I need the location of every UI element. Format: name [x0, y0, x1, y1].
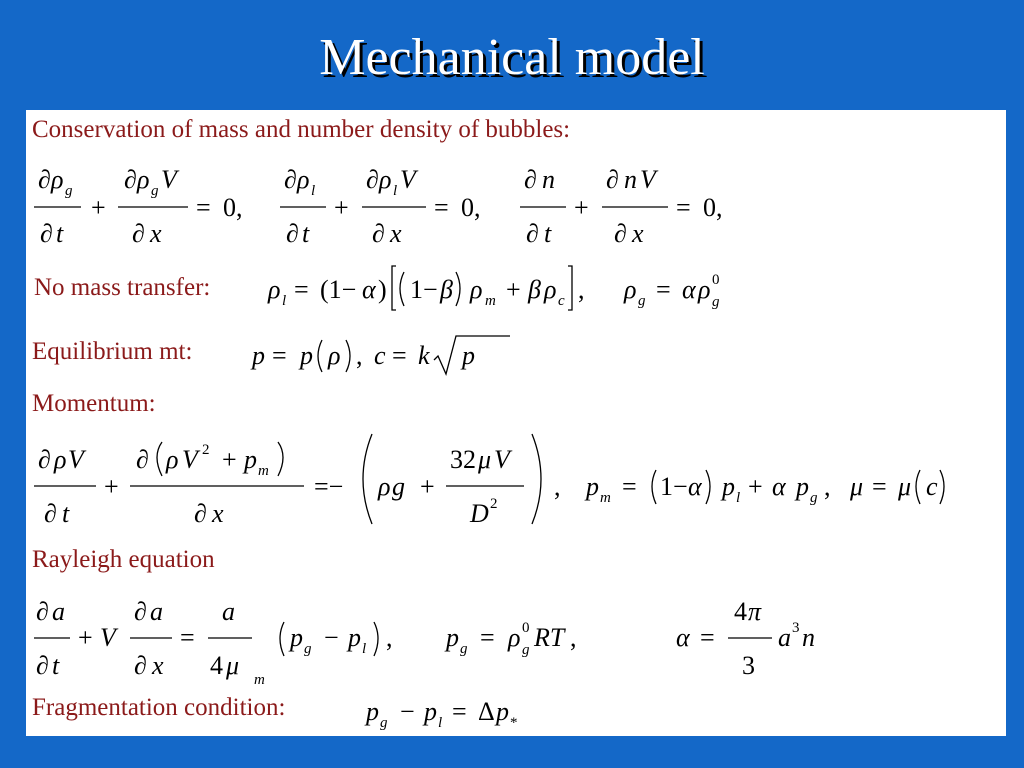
svg-text:∂: ∂ [36, 597, 49, 626]
svg-text:=: = [656, 275, 671, 304]
svg-text:ρ: ρ [137, 165, 150, 194]
svg-text:t: t [302, 219, 310, 248]
mass-transfer-equation [264, 258, 864, 323]
svg-text:p: p [244, 445, 257, 474]
svg-text:,: , [578, 275, 585, 304]
svg-text:=: = [676, 193, 691, 222]
svg-text:g: g [304, 641, 312, 657]
svg-text:m: m [485, 293, 496, 309]
svg-text:x: x [152, 651, 164, 680]
svg-text:∂: ∂ [286, 219, 299, 248]
fragmentation-label: Fragmentation condition: [32, 694, 286, 721]
svg-text:μ: μ [850, 472, 864, 501]
svg-text:α: α [682, 275, 696, 304]
svg-text:t: t [56, 219, 64, 248]
svg-text:t: t [52, 651, 60, 680]
svg-text:ρ: ρ [268, 275, 281, 304]
svg-text:V: V [161, 165, 177, 194]
svg-text:α: α [676, 623, 690, 652]
svg-text:∂: ∂ [526, 219, 539, 248]
svg-text:,: , [570, 623, 577, 652]
svg-text:l: l [438, 715, 443, 731]
svg-text:α: α [688, 472, 702, 501]
svg-text:n: n [542, 165, 555, 194]
svg-text:∂: ∂ [38, 445, 51, 474]
svg-text:ρ: ρ [470, 275, 483, 304]
svg-text:1−: 1− [660, 472, 688, 501]
svg-text:V: V [400, 165, 416, 194]
svg-text:=: = [392, 341, 407, 370]
svg-text:ρ: ρ [624, 275, 637, 304]
svg-text:+: + [334, 193, 349, 222]
svg-text:p: p [424, 697, 437, 726]
svg-text:n: n [624, 165, 637, 194]
svg-text:2: 2 [202, 442, 210, 458]
svg-text:μ: μ [898, 472, 912, 501]
svg-text:,: , [824, 472, 831, 501]
svg-text:0: 0 [522, 620, 530, 636]
svg-text:ρ: ρ [54, 445, 67, 474]
svg-text:ρ: ρ [378, 472, 391, 501]
svg-text:ρ: ρ [698, 275, 711, 304]
svg-text:p: p [300, 341, 313, 370]
svg-text:+: + [420, 472, 435, 501]
svg-text:g: g [638, 293, 646, 309]
svg-text:0,: 0, [703, 193, 723, 222]
svg-text:x: x [212, 499, 224, 528]
svg-text:V: V [68, 445, 84, 474]
svg-text:∂: ∂ [194, 499, 207, 528]
svg-text:∂: ∂ [366, 165, 379, 194]
svg-text:+: + [91, 193, 106, 222]
svg-text:−: − [400, 697, 415, 726]
svg-text:∂: ∂ [606, 165, 619, 194]
svg-text:β: β [528, 275, 541, 304]
svg-text:V: V [182, 445, 198, 474]
svg-text:g: g [712, 294, 720, 310]
svg-text:p: p [462, 341, 475, 370]
svg-text:l: l [736, 490, 741, 506]
svg-text:x: x [150, 219, 162, 248]
svg-text:p: p [348, 623, 361, 652]
svg-text:ρ: ρ [297, 165, 310, 194]
svg-text:β: β [440, 275, 453, 304]
svg-text:g: g [392, 472, 405, 501]
svg-text:g: g [380, 715, 388, 731]
svg-text:l: l [393, 183, 398, 199]
svg-text:p: p [290, 623, 303, 652]
svg-text:a: a [778, 623, 791, 652]
svg-text:α: α [362, 275, 376, 304]
svg-text:∂: ∂ [40, 219, 53, 248]
svg-text:−: − [324, 623, 339, 652]
svg-text:n: n [802, 623, 815, 652]
svg-text:+: + [222, 445, 237, 474]
svg-text:3: 3 [742, 651, 755, 680]
svg-text:Δ: Δ [478, 697, 495, 726]
svg-text:RT: RT [534, 623, 565, 652]
svg-text:k: k [418, 341, 430, 370]
svg-text:∂: ∂ [372, 219, 385, 248]
svg-text:μ: μ [226, 651, 240, 680]
svg-text:μ: μ [478, 445, 492, 474]
svg-text:+: + [78, 623, 93, 652]
svg-text:p: p [366, 697, 379, 726]
svg-text:t: t [544, 219, 552, 248]
svg-text:+: + [574, 193, 589, 222]
svg-text:ρ: ρ [328, 341, 341, 370]
svg-text:l: l [362, 641, 367, 657]
svg-text:0: 0 [712, 272, 720, 288]
svg-text:=: = [700, 623, 715, 652]
svg-text:+: + [748, 472, 763, 501]
svg-text:∂: ∂ [44, 499, 57, 528]
svg-text:,: , [554, 472, 561, 501]
svg-text:V: V [494, 445, 510, 474]
svg-text:a: a [52, 597, 65, 626]
svg-text:∂: ∂ [284, 165, 297, 194]
rayleigh-label: Rayleigh equation [32, 546, 215, 573]
svg-text:0,: 0, [461, 193, 481, 222]
content-box [26, 110, 1006, 736]
svg-text:=: = [434, 193, 449, 222]
svg-text:g: g [522, 642, 530, 658]
svg-text:(1−: (1− [320, 275, 357, 304]
svg-text:): ) [378, 275, 387, 304]
svg-text:x: x [632, 219, 644, 248]
svg-text:x: x [390, 219, 402, 248]
svg-text:ρ: ρ [51, 165, 64, 194]
svg-text:∂: ∂ [132, 219, 145, 248]
svg-text:0,: 0, [223, 193, 243, 222]
svg-text:∂: ∂ [134, 597, 147, 626]
svg-text:α: α [772, 472, 786, 501]
slide-title: Mechanical model [319, 29, 705, 86]
momentum-equation [26, 430, 1006, 540]
svg-text:=−: =− [314, 472, 344, 501]
svg-text:p: p [252, 341, 265, 370]
svg-text:ρ: ρ [379, 165, 392, 194]
svg-text:p: p [796, 472, 809, 501]
svg-text:+: + [506, 275, 521, 304]
svg-text:l: l [282, 293, 287, 309]
svg-text:D: D [470, 499, 489, 528]
svg-text:m: m [600, 490, 611, 506]
svg-text:=: = [872, 472, 887, 501]
svg-text:π: π [748, 597, 762, 626]
svg-text:t: t [62, 499, 70, 528]
svg-text:c: c [926, 472, 938, 501]
momentum-label: Momentum: [32, 390, 156, 417]
rayleigh-equation [26, 588, 926, 693]
svg-text:p: p [722, 472, 735, 501]
svg-text:∂: ∂ [134, 651, 147, 680]
svg-text:V: V [100, 623, 116, 652]
svg-text:=: = [480, 623, 495, 652]
svg-text:p: p [446, 623, 459, 652]
svg-text:g: g [151, 183, 159, 199]
svg-text:32: 32 [450, 445, 476, 474]
svg-text:p: p [586, 472, 599, 501]
svg-text:g: g [460, 641, 468, 657]
svg-text:=: = [196, 193, 211, 222]
svg-text:∂: ∂ [124, 165, 137, 194]
svg-text:l: l [311, 183, 316, 199]
svg-text:3: 3 [792, 620, 800, 636]
svg-text:ρ: ρ [544, 275, 557, 304]
svg-text:a: a [222, 597, 235, 626]
svg-text:V: V [640, 165, 656, 194]
svg-text:1−: 1− [410, 275, 438, 304]
svg-text:*: * [510, 715, 518, 731]
svg-text:2: 2 [490, 496, 498, 512]
svg-text:c: c [558, 293, 565, 309]
svg-text:m: m [258, 463, 269, 479]
conservation-label: Conservation of mass and number density of bubbles: [32, 116, 571, 143]
svg-text:∂: ∂ [36, 651, 49, 680]
svg-text:c: c [374, 341, 386, 370]
svg-text:=: = [272, 341, 287, 370]
svg-text:=: = [180, 623, 195, 652]
svg-text:=: = [294, 275, 309, 304]
conservation-equations [26, 160, 786, 260]
svg-text:+: + [104, 472, 119, 501]
svg-text:g: g [810, 490, 818, 506]
svg-text:ρ: ρ [166, 445, 179, 474]
svg-text:∂: ∂ [136, 445, 149, 474]
svg-text:∂: ∂ [38, 165, 51, 194]
svg-text:4: 4 [734, 597, 747, 626]
svg-text:∂: ∂ [524, 165, 537, 194]
mass-transfer-label: No mass transfer: [34, 274, 211, 301]
svg-text:,: , [356, 341, 363, 370]
svg-text:,: , [386, 623, 393, 652]
svg-text:a: a [150, 597, 163, 626]
svg-text:=: = [622, 472, 637, 501]
svg-text:∂: ∂ [614, 219, 627, 248]
svg-text:4: 4 [210, 651, 223, 680]
fragmentation-equation [362, 682, 562, 737]
equilibrium-equation [248, 322, 548, 383]
svg-text:g: g [65, 183, 73, 199]
svg-text:p: p [496, 697, 509, 726]
svg-text:m: m [254, 672, 265, 688]
svg-text:ρ: ρ [508, 623, 521, 652]
svg-text:=: = [452, 697, 467, 726]
equilibrium-label: Equilibrium mt: [32, 338, 193, 365]
